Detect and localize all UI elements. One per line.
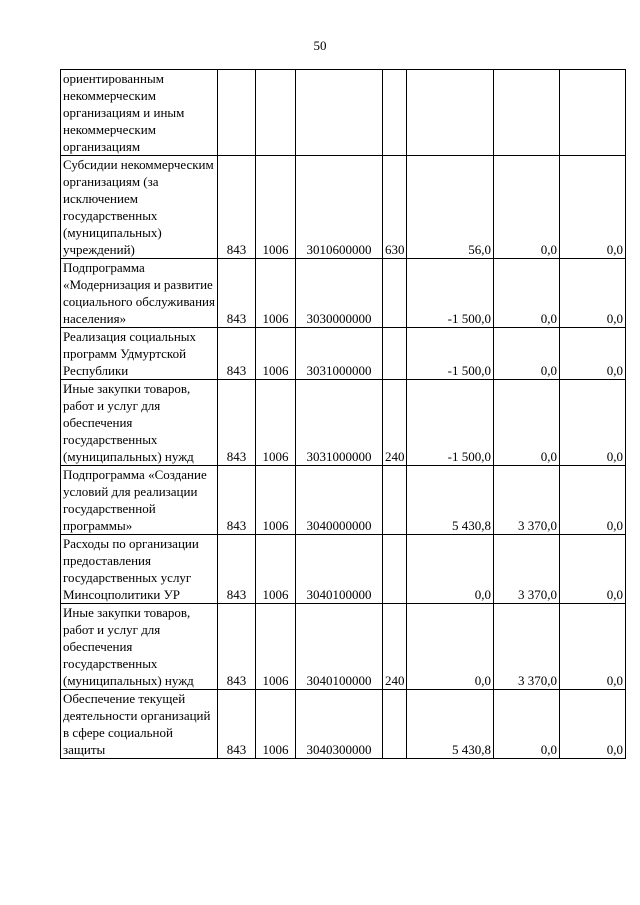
expense-type-code-cell xyxy=(383,328,407,380)
target-article-code-cell: 3031000000 xyxy=(296,380,383,466)
row-name-cell: Иные закупки товаров, работ и услуг для обеспечения государственных (муниципальных) нужд xyxy=(61,380,218,466)
target-article-code-cell: 3040000000 xyxy=(296,466,383,535)
table-row xyxy=(61,328,626,380)
razdel-code-cell: 1006 xyxy=(256,380,296,466)
amount-col3-cell: 0,0 xyxy=(560,380,626,466)
razdel-code-cell: 1006 xyxy=(256,604,296,690)
amount-col2-cell: 3 370,0 xyxy=(494,604,560,690)
target-article-code-cell: 3031000000 xyxy=(296,328,383,380)
amount-col1-cell: 5 430,8 xyxy=(407,690,494,759)
amount-col3-cell: 0,0 xyxy=(560,690,626,759)
razdel-code-cell: 1006 xyxy=(256,156,296,259)
razdel-code-cell: 1006 xyxy=(256,259,296,328)
amount-col2-cell: 3 370,0 xyxy=(494,466,560,535)
amount-col1-cell: 56,0 xyxy=(407,156,494,259)
expense-type-code-cell: 240 xyxy=(383,380,407,466)
page-number: 50 xyxy=(313,38,327,53)
budget-table-body xyxy=(61,70,626,759)
table-row xyxy=(61,259,626,328)
amount-col3-cell: 0,0 xyxy=(560,259,626,328)
expense-type-code-cell xyxy=(383,466,407,535)
table-row xyxy=(61,690,626,759)
expense-type-code-cell: 240 xyxy=(383,604,407,690)
vedomstvo-code-cell xyxy=(218,70,256,156)
amount-col2-cell: 0,0 xyxy=(494,259,560,328)
amount-col3-cell: 0,0 xyxy=(560,466,626,535)
amount-col2-cell: 0,0 xyxy=(494,156,560,259)
row-name-cell: Расходы по организации предоставления государственных услуг Минсоцполитики УР xyxy=(61,535,218,604)
amount-col2-cell: 0,0 xyxy=(494,690,560,759)
amount-col2-cell: 0,0 xyxy=(494,380,560,466)
table-row xyxy=(61,156,626,259)
row-name-cell: Реализация социальных программ Удмуртской Республики xyxy=(61,328,218,380)
vedomstvo-code-cell: 843 xyxy=(218,328,256,380)
budget-table xyxy=(60,69,626,759)
row-name-cell: Иные закупки товаров, работ и услуг для обеспечения государственных (муниципальных) нужд xyxy=(61,604,218,690)
row-name-cell: Субсидии некоммерческим организациям (за исключением государственных (муниципальных) учреждений) xyxy=(61,156,218,259)
amount-col3-cell: 0,0 xyxy=(560,328,626,380)
row-name-cell: Обеспечение текущей деятельности организаций в сфере социальной защиты xyxy=(61,690,218,759)
vedomstvo-code-cell: 843 xyxy=(218,466,256,535)
target-article-code-cell: 3040300000 xyxy=(296,690,383,759)
vedomstvo-code-cell: 843 xyxy=(218,380,256,466)
vedomstvo-code-cell: 843 xyxy=(218,604,256,690)
razdel-code-cell xyxy=(256,70,296,156)
amount-col1-cell: -1 500,0 xyxy=(407,328,494,380)
amount-col1-cell: 0,0 xyxy=(407,604,494,690)
amount-col2-cell: 3 370,0 xyxy=(494,535,560,604)
amount-col3-cell xyxy=(560,70,626,156)
amount-col1-cell: 0,0 xyxy=(407,535,494,604)
table-row xyxy=(61,604,626,690)
razdel-code-cell: 1006 xyxy=(256,690,296,759)
row-name-cell: Подпрограмма «Модернизация и развитие социального обслуживания населения» xyxy=(61,259,218,328)
target-article-code-cell: 3040100000 xyxy=(296,535,383,604)
target-article-code-cell xyxy=(296,70,383,156)
expense-type-code-cell xyxy=(383,535,407,604)
expense-type-code-cell: 630 xyxy=(383,156,407,259)
vedomstvo-code-cell: 843 xyxy=(218,156,256,259)
amount-col1-cell: 5 430,8 xyxy=(407,466,494,535)
row-name-cell: Подпрограмма «Создание условий для реализации государственной программы» xyxy=(61,466,218,535)
table-row xyxy=(61,466,626,535)
amount-col3-cell: 0,0 xyxy=(560,604,626,690)
table-row xyxy=(61,70,626,156)
amount-col3-cell: 0,0 xyxy=(560,156,626,259)
amount-col1-cell xyxy=(407,70,494,156)
vedomstvo-code-cell: 843 xyxy=(218,690,256,759)
table-row xyxy=(61,535,626,604)
table-row xyxy=(61,380,626,466)
amount-col1-cell: -1 500,0 xyxy=(407,259,494,328)
expense-type-code-cell xyxy=(383,70,407,156)
expense-type-code-cell xyxy=(383,690,407,759)
amount-col2-cell: 0,0 xyxy=(494,328,560,380)
razdel-code-cell: 1006 xyxy=(256,328,296,380)
razdel-code-cell: 1006 xyxy=(256,466,296,535)
target-article-code-cell: 3040100000 xyxy=(296,604,383,690)
amount-col2-cell xyxy=(494,70,560,156)
target-article-code-cell: 3030000000 xyxy=(296,259,383,328)
amount-col1-cell: -1 500,0 xyxy=(407,380,494,466)
vedomstvo-code-cell: 843 xyxy=(218,259,256,328)
target-article-code-cell: 3010600000 xyxy=(296,156,383,259)
vedomstvo-code-cell: 843 xyxy=(218,535,256,604)
amount-col3-cell: 0,0 xyxy=(560,535,626,604)
row-name-cell: ориентированным некоммерческим организациям и иным некоммерческим организациям xyxy=(61,70,218,156)
razdel-code-cell: 1006 xyxy=(256,535,296,604)
expense-type-code-cell xyxy=(383,259,407,328)
